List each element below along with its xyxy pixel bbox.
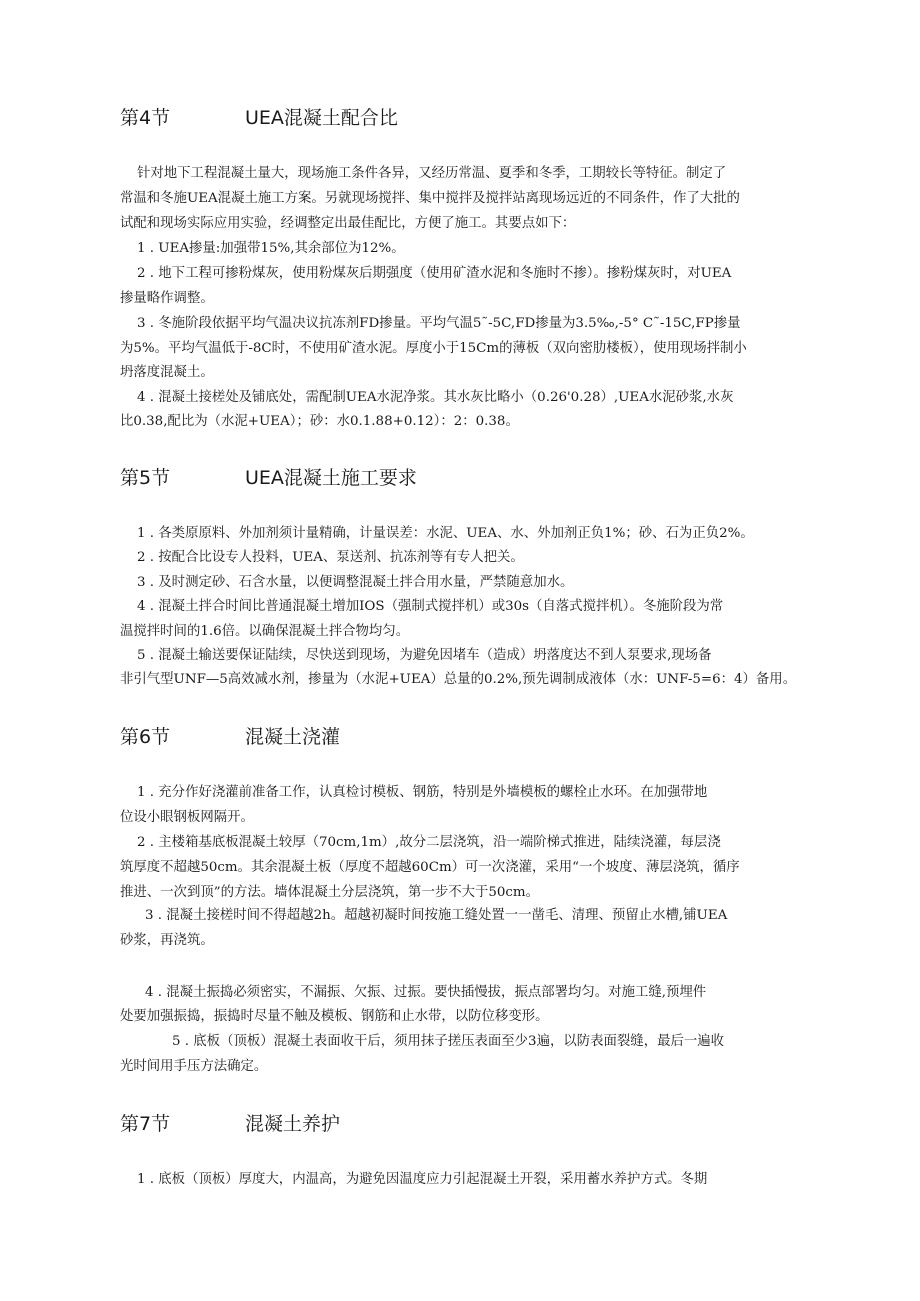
paragraph-line: 温搅拌时间的1.6倍。以确保混凝土拌合物均匀。 <box>120 624 410 639</box>
section-title: UEA混凝土配合比 <box>245 107 398 129</box>
paragraph-line: 位设小眼钢板网隔开。 <box>120 810 254 825</box>
paragraph-line: 4 . 混凝土拌合时间比普通混凝土增加IOS（强制式搅拌机）或30s（自落式搅拌机）。冬施阶段为常 <box>137 599 724 614</box>
paragraph-line: 试配和现场实际应用实验，经调整定出最佳配比，方便了施工。其要点如下： <box>120 216 576 231</box>
paragraph-line: 比0.38,配比为（水泥+UEA）；砂：水0.1.88+0.12）：2：0.38。 <box>120 414 519 429</box>
section-heading-6 <box>120 725 340 749</box>
paragraph-line: 处要加强振捣，振捣时尽量不触及模板、钢筋和止水带，以防位移变形。 <box>120 1009 549 1024</box>
paragraph-line: 3 . 冬施阶段依据平均气温决议抗冻剂FD掺量。平均气温5˜-5C,FD掺量为3.5‰,-5° C˜-15C,FP掺量 <box>137 316 741 331</box>
paragraph-line: 5 . 混凝土输送要保证陆续，尽快送到现场，为避免因堵车（造成）坍落度达不到人泵要求,现场备 <box>137 648 712 663</box>
paragraph-line: 2 . 主楼箱基底板混凝土较厚（70cm,1m）,故分二层浇筑，沿一端阶梯式推进，陆续浇灌，每层浇 <box>137 835 721 850</box>
paragraph-line: 1 . 底板（顶板）厚度大，内温高，为避免因温度应力引起混凝土开裂，采用蓄水养护方式。冬期 <box>137 1172 708 1187</box>
section-heading-5 <box>120 466 417 490</box>
section-number: 第6节 <box>120 726 171 748</box>
paragraph-line: 常温和冬施UEA混凝土施工方案。另就现场搅拌、集中搅拌及搅拌站离现场远近的不同条件，作了大批的 <box>120 191 740 206</box>
paragraph-line: 4 . 混凝土接槎处及铺底处，需配制UEA水泥净浆。其水灰比略小（0.26'0.28）,UEA水泥砂浆,水灰 <box>137 390 734 405</box>
section-title: 混凝土浇灌 <box>245 726 341 748</box>
section-number: 第7节 <box>120 1113 171 1135</box>
paragraph-line: 为5%。平均气温低于-8C时，不使用矿渣水泥。厚度小于15Cm的薄板（双向密肋楼板），使用现场拌制小 <box>120 341 747 356</box>
paragraph-line: 3 . 混凝土接槎时间不得超越2h。超越初凝时间按施工缝处置一一凿毛、清理、预留止水槽,铺UEA <box>145 908 728 923</box>
section-title: 混凝土养护 <box>245 1113 341 1135</box>
paragraph-line: 光时间用手压方法确定。 <box>120 1059 268 1074</box>
paragraph-line: 3 . 及时测定砂、石含水量，以便调整混凝土拌合用水量，严禁随意加水。 <box>137 575 574 590</box>
paragraph-line: 2 . 地下工程可掺粉煤灰，使用粉煤灰后期强度（使用矿渣水泥和冬施时不掺）。掺粉煤灰时，对UEA <box>137 266 732 281</box>
paragraph-line: 砂浆，再浇筑。 <box>120 933 214 948</box>
paragraph-line: 掺量略作调整。 <box>120 291 214 306</box>
paragraph-line: 坍落度混凝土。 <box>120 365 214 380</box>
paragraph-line: 1 . 充分作好浇灌前准备工作，认真检讨模板、钢筋，特别是外墙模板的螺栓止水环。在加强带地 <box>137 785 708 800</box>
paragraph-line: 非引气型UNF—5高效减水剂，掺量为（水泥+UEA）总量的0.2%,预先调制成液体（水：UNF-5=6：4）备用。 <box>120 672 797 687</box>
paragraph-line: 4 . 混凝土振捣必须密实，不漏振、欠振、过振。要快插慢拔，振点部署均匀。对施工缝,预埋件 <box>145 985 707 1000</box>
section-number: 第4节 <box>120 107 171 129</box>
paragraph-line: 2 . 按配合比设专人投料，UEA、泵送剂、抗冻剂等有专人把关。 <box>137 550 524 565</box>
paragraph-line: 5 . 底板（顶板）混凝土表面收干后，须用抹子搓压表面至少3遍，以防表面裂缝，最后一遍收 <box>172 1034 725 1049</box>
section-heading-4 <box>120 106 398 130</box>
section-title: UEA混凝土施工要求 <box>245 467 417 489</box>
paragraph-line: 筑厚度不超越50cm。其余混凝土板（厚度不超越60Cm）可一次浇灌，采用“一个坡度、薄层浇筑，循序 <box>120 860 740 875</box>
paragraph-line: 针对地下工程混凝土量大，现场施工条件各异，又经历常温、夏季和冬季，工期较长等特征。制定了 <box>137 166 727 181</box>
section-heading-7 <box>120 1112 340 1136</box>
paragraph-line: 1 . 各类原原料、外加剂须计量精确，计量误差：水泥、UEA、水、外加剂正负1%；砂、石为正负2%。 <box>137 526 754 541</box>
paragraph-line: 推进、一次到顶”的方法。墙体混凝土分层浇筑，第一步不大于50cm。 <box>120 885 540 900</box>
section-number: 第5节 <box>120 467 171 489</box>
paragraph-line: 1 . UEA掺量:加强带15%,其余部位为12%。 <box>137 241 405 256</box>
